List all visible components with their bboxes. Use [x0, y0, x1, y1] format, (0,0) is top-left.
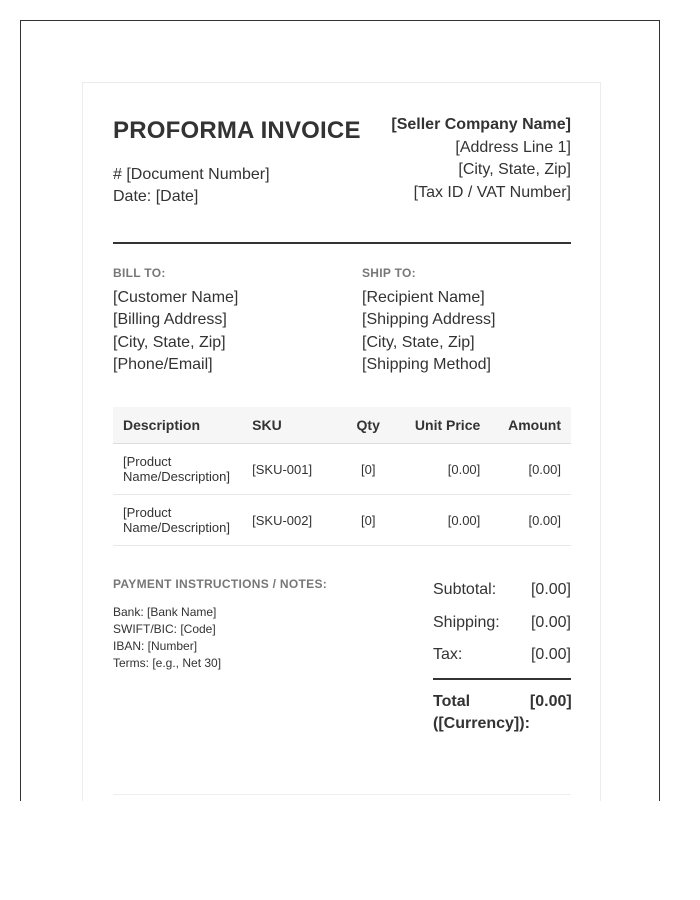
- grand-total-value: [0.00]: [529, 692, 572, 710]
- item-description: [Product Name/Description]: [113, 495, 242, 546]
- grand-total-row: [433, 691, 571, 735]
- bill-to-line: [City, State, Zip]: [113, 333, 226, 351]
- column-header-unit-price: Unit Price: [395, 407, 490, 444]
- payment-line: SWIFT/BIC: [Code]: [113, 622, 216, 636]
- column-header-qty: Qty: [341, 407, 395, 444]
- invoice-document: [82, 82, 601, 801]
- item-unit-price: [0.00]: [395, 444, 490, 495]
- item-qty: [0]: [341, 495, 395, 546]
- seller-info: [391, 114, 571, 204]
- bill-to-line: [Billing Address]: [113, 311, 227, 329]
- column-header-amount: Amount: [490, 407, 571, 444]
- footer-divider: [113, 794, 571, 795]
- ship-to-line: [City, State, Zip]: [362, 333, 475, 351]
- item-amount: [0.00]: [490, 495, 571, 546]
- payment-line: Bank: [Bank Name]: [113, 605, 217, 619]
- total-divider: [433, 678, 571, 680]
- grand-total-label: Total ([Currency]):: [433, 692, 530, 732]
- shipping-row: [433, 612, 571, 645]
- item-sku: [SKU-002]: [242, 495, 341, 546]
- totals-summary: [433, 579, 571, 735]
- item-amount: [0.00]: [490, 444, 571, 495]
- tax-value: [0.00]: [530, 646, 571, 663]
- ship-to-line: [Recipient Name]: [362, 289, 485, 306]
- page-frame: [20, 20, 660, 801]
- ship-to-address: [362, 287, 495, 376]
- payment-line: IBAN: [Number]: [113, 639, 198, 653]
- seller-address-line: [Address Line 1]: [455, 138, 571, 156]
- table-row: [113, 495, 571, 546]
- table-header-row: [113, 407, 571, 444]
- bill-to-line: [Phone/Email]: [113, 355, 213, 373]
- column-header-sku: SKU: [242, 407, 341, 444]
- document-number: # [Document Number]: [113, 166, 270, 183]
- payment-notes-label: PAYMENT INSTRUCTIONS / NOTES:: [113, 577, 328, 591]
- document-date: Date: [Date]: [113, 188, 199, 205]
- column-header-description: Description: [113, 407, 242, 444]
- line-items-table: [113, 407, 571, 546]
- item-unit-price: [0.00]: [395, 495, 490, 546]
- seller-city-state-zip: [City, State, Zip]: [458, 161, 571, 178]
- ship-to-label: SHIP TO:: [362, 266, 416, 280]
- ship-to-line: [Shipping Method]: [362, 355, 491, 373]
- shipping-value: [0.00]: [530, 613, 571, 631]
- bill-to-line: [Customer Name]: [113, 289, 239, 306]
- item-sku: [SKU-001]: [242, 444, 341, 495]
- bill-to-label: BILL TO:: [113, 266, 166, 280]
- payment-notes: [113, 604, 221, 672]
- document-meta: [113, 164, 270, 208]
- header-divider: [113, 242, 571, 244]
- subtotal-value: [0.00]: [530, 581, 571, 598]
- shipping-label: Shipping:: [433, 613, 500, 631]
- item-qty: [0]: [341, 444, 395, 495]
- seller-tax-id: [Tax ID / VAT Number]: [413, 183, 571, 201]
- payment-line: Terms: [e.g., Net 30]: [113, 656, 222, 670]
- seller-company-name: [Seller Company Name]: [391, 116, 571, 133]
- tax-row: [433, 644, 571, 677]
- invoice-title: PROFORMA INVOICE: [113, 117, 361, 144]
- tax-label: Tax:: [433, 646, 463, 663]
- table-row: [113, 444, 571, 495]
- subtotal-row: [433, 579, 571, 612]
- item-description: [Product Name/Description]: [113, 444, 242, 495]
- subtotal-label: Subtotal:: [433, 581, 497, 598]
- bill-to-address: [113, 287, 238, 376]
- ship-to-line: [Shipping Address]: [362, 311, 496, 329]
